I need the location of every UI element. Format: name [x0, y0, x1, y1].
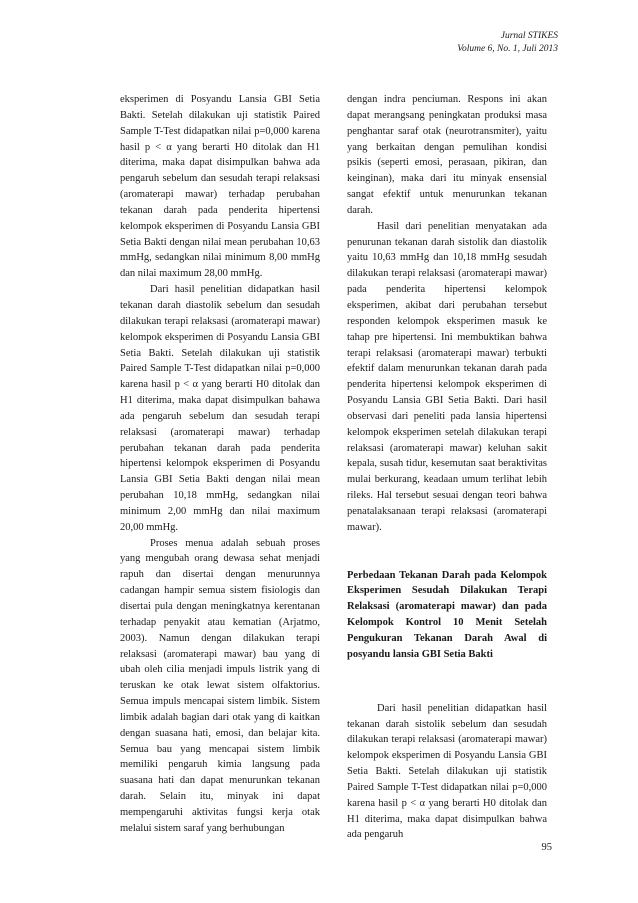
left-column — [120, 92, 320, 837]
left-paragraph-1: eksperimen di Posyandu Lansia GBI Setia Bakti. Setelah dilakukan uji statistik Paired Sample T-Test didapatkan nilai p=0,000 karena hasil p < α yang berarti H0 ditolak dan H1 diterima, maka dapat disimpulkan bahwa ada pengaruh sebelum dan sesudah terapi relaksasi (aromaterapi mawar) terhadap perubahan tekanan darah pada penderita hipertensi kelompok eksperimen di Posyandu Lansia GBI Setia Bakti dengan nilai mean perubahan 10,63 mmHg, sedangkan nilai minimum 8,00 mmHg dan nilai maximum 28,00 mmHg. — [120, 94, 320, 280]
journal-volume: Volume 6, No. 1, Juli 2013 — [457, 44, 558, 54]
right-paragraph-1: dengan indra penciuman. Respons ini akan dapat merangsang peningkatan produksi masa penghantar saraf otak (neurotransmiter), yaitu yang berkaitan dengan pemulihan kondisi psikis (seperti emosi, perasaan, pikiran, dan keinginan), maka dari itu minyak ensensial sangat efektif untuk menurunkan tekanan darah. — [347, 94, 547, 216]
left-paragraph-2: Dari hasil penelitian didapatkan hasil tekanan darah diastolik sebelum dan sesudah dilakukan terapi relaksasi (aromaterapi mawar) kelompok eksperimen di Posyandu Lansia GBI Setia Bakti. Setelah dilakukan uji statistik Paired Sample T-Test didapatkan nilai p=0,000 karena hasil p < α yang berarti H0 ditolak dan H1 diterima, maka dapat disimpulkan bahawa ada pengaruh sebelum dan sesudah terapi relaksasi (aromaterapi mawar) terhadap perubahan tekanan darah pada penderita hipertensi kelompok eksperimen di Posyandu Lansia GBI Setia Bakti dengan nilai mean perubahan 10,18 mmHg, sedangkan nilai minimum 2,00 mmHg dan nilai maximum 20,00 mmHg. — [120, 284, 320, 533]
right-paragraph-3: Dari hasil penelitian didapatkan hasil tekanan darah sistolik sebelum dan sesudah dilakukan terapi relaksasi (aromaterapi mawar) kelompok eksperimen di Posyandu Lansia GBI Setia Bakti. Setelah dilakukan uji statistik Paired Sample T-Test didapatkan nilai p=0,000 karena hasil p < α yang berarti H0 ditolak dan H1 diterima, maka dapat disimpulkan bahwa ada pengaruh — [347, 702, 547, 841]
running-header — [457, 30, 558, 56]
left-paragraph-3: Proses menua adalah sebuah proses yang mengubah orang dewasa sehat menjadi rapuh dan disertai dengan menurunnya cadangan hampir semua sistem fisiologis dan disertai pula dengan meningkatnya kerentanan terhadap penyakit atau kematian (Arjatmo, 2003). Namun dengan dilakukan terapi relaksasi (aromaterapi mawar) bau yang di ubah oleh cilia menjadi impuls listrik yang di teruskan ke otak lewat sistem olfaktorius. Semua impuls mencapai sistem limbik. Sistem limbik adalah bagian dari otak yang di kaitkan dengan suasana hati, emosi, dan belajar kita. Semua bau yang mencapai sistem limbik memiliki pengaruh kimia langsung pada suasana hati dan dapat menurunkan tekanan darah. Selain itu, minyak ini dapat mempengaruhi aktivitas fungsi kerja otak melalui sistem saraf yang berhubungan — [120, 537, 320, 834]
right-column — [347, 92, 547, 843]
journal-name: Jurnal STIKES — [500, 31, 558, 41]
section-spacer — [347, 663, 547, 701]
page-number: 95 — [541, 842, 552, 853]
section-spacer — [347, 536, 547, 568]
section-heading: Perbedaan Tekanan Darah pada Kelompok Eksperimen Sesudah Dilakukan Terapi Relaksasi (aromaterapi mawar) dan pada Kelompok Kontrol 10 Menit Setelah Pengukuran Tekanan Darah Awal di posyandu lansia GBI Setia Bakti — [347, 569, 547, 660]
right-paragraph-2: Hasil dari penelitian menyatakan ada penurunan tekanan darah sistolik dan diastolik yaitu 10,63 mmHg dan 10,18 mmHg sesudah dilakukan terapi relaksasi (aromaterapi mawar) pada penderita hipertensi kelompok eksperimen, akibat dari perubahan tersebut responden kelompok eksperimen masuk ke tahap pre hipertensi. Ini membuktikan bahwa terapi relaksasi (aromaterapi mawar) terbukti efektif dalam menurunkan tekanan darah pada penderita hipertensi kelompok eksperimen di Posyandu Lansia GBI Setia Bakti. Dari hasil observasi dari peneliti pada lansia hipertensi kelompok eksperimen setelah dilakukan terapi relaksasi (aromaterapi mawar) keluhan sakit kepala, susah tidur, kesemutan saat beraktivitas mulai berkurang, keadaan umum terlihat lebih rileks. Hal tersebut sesuai dengan teori bahwa penatalaksanaan terapi relaksasi (aromaterapi mawar). — [347, 220, 547, 533]
